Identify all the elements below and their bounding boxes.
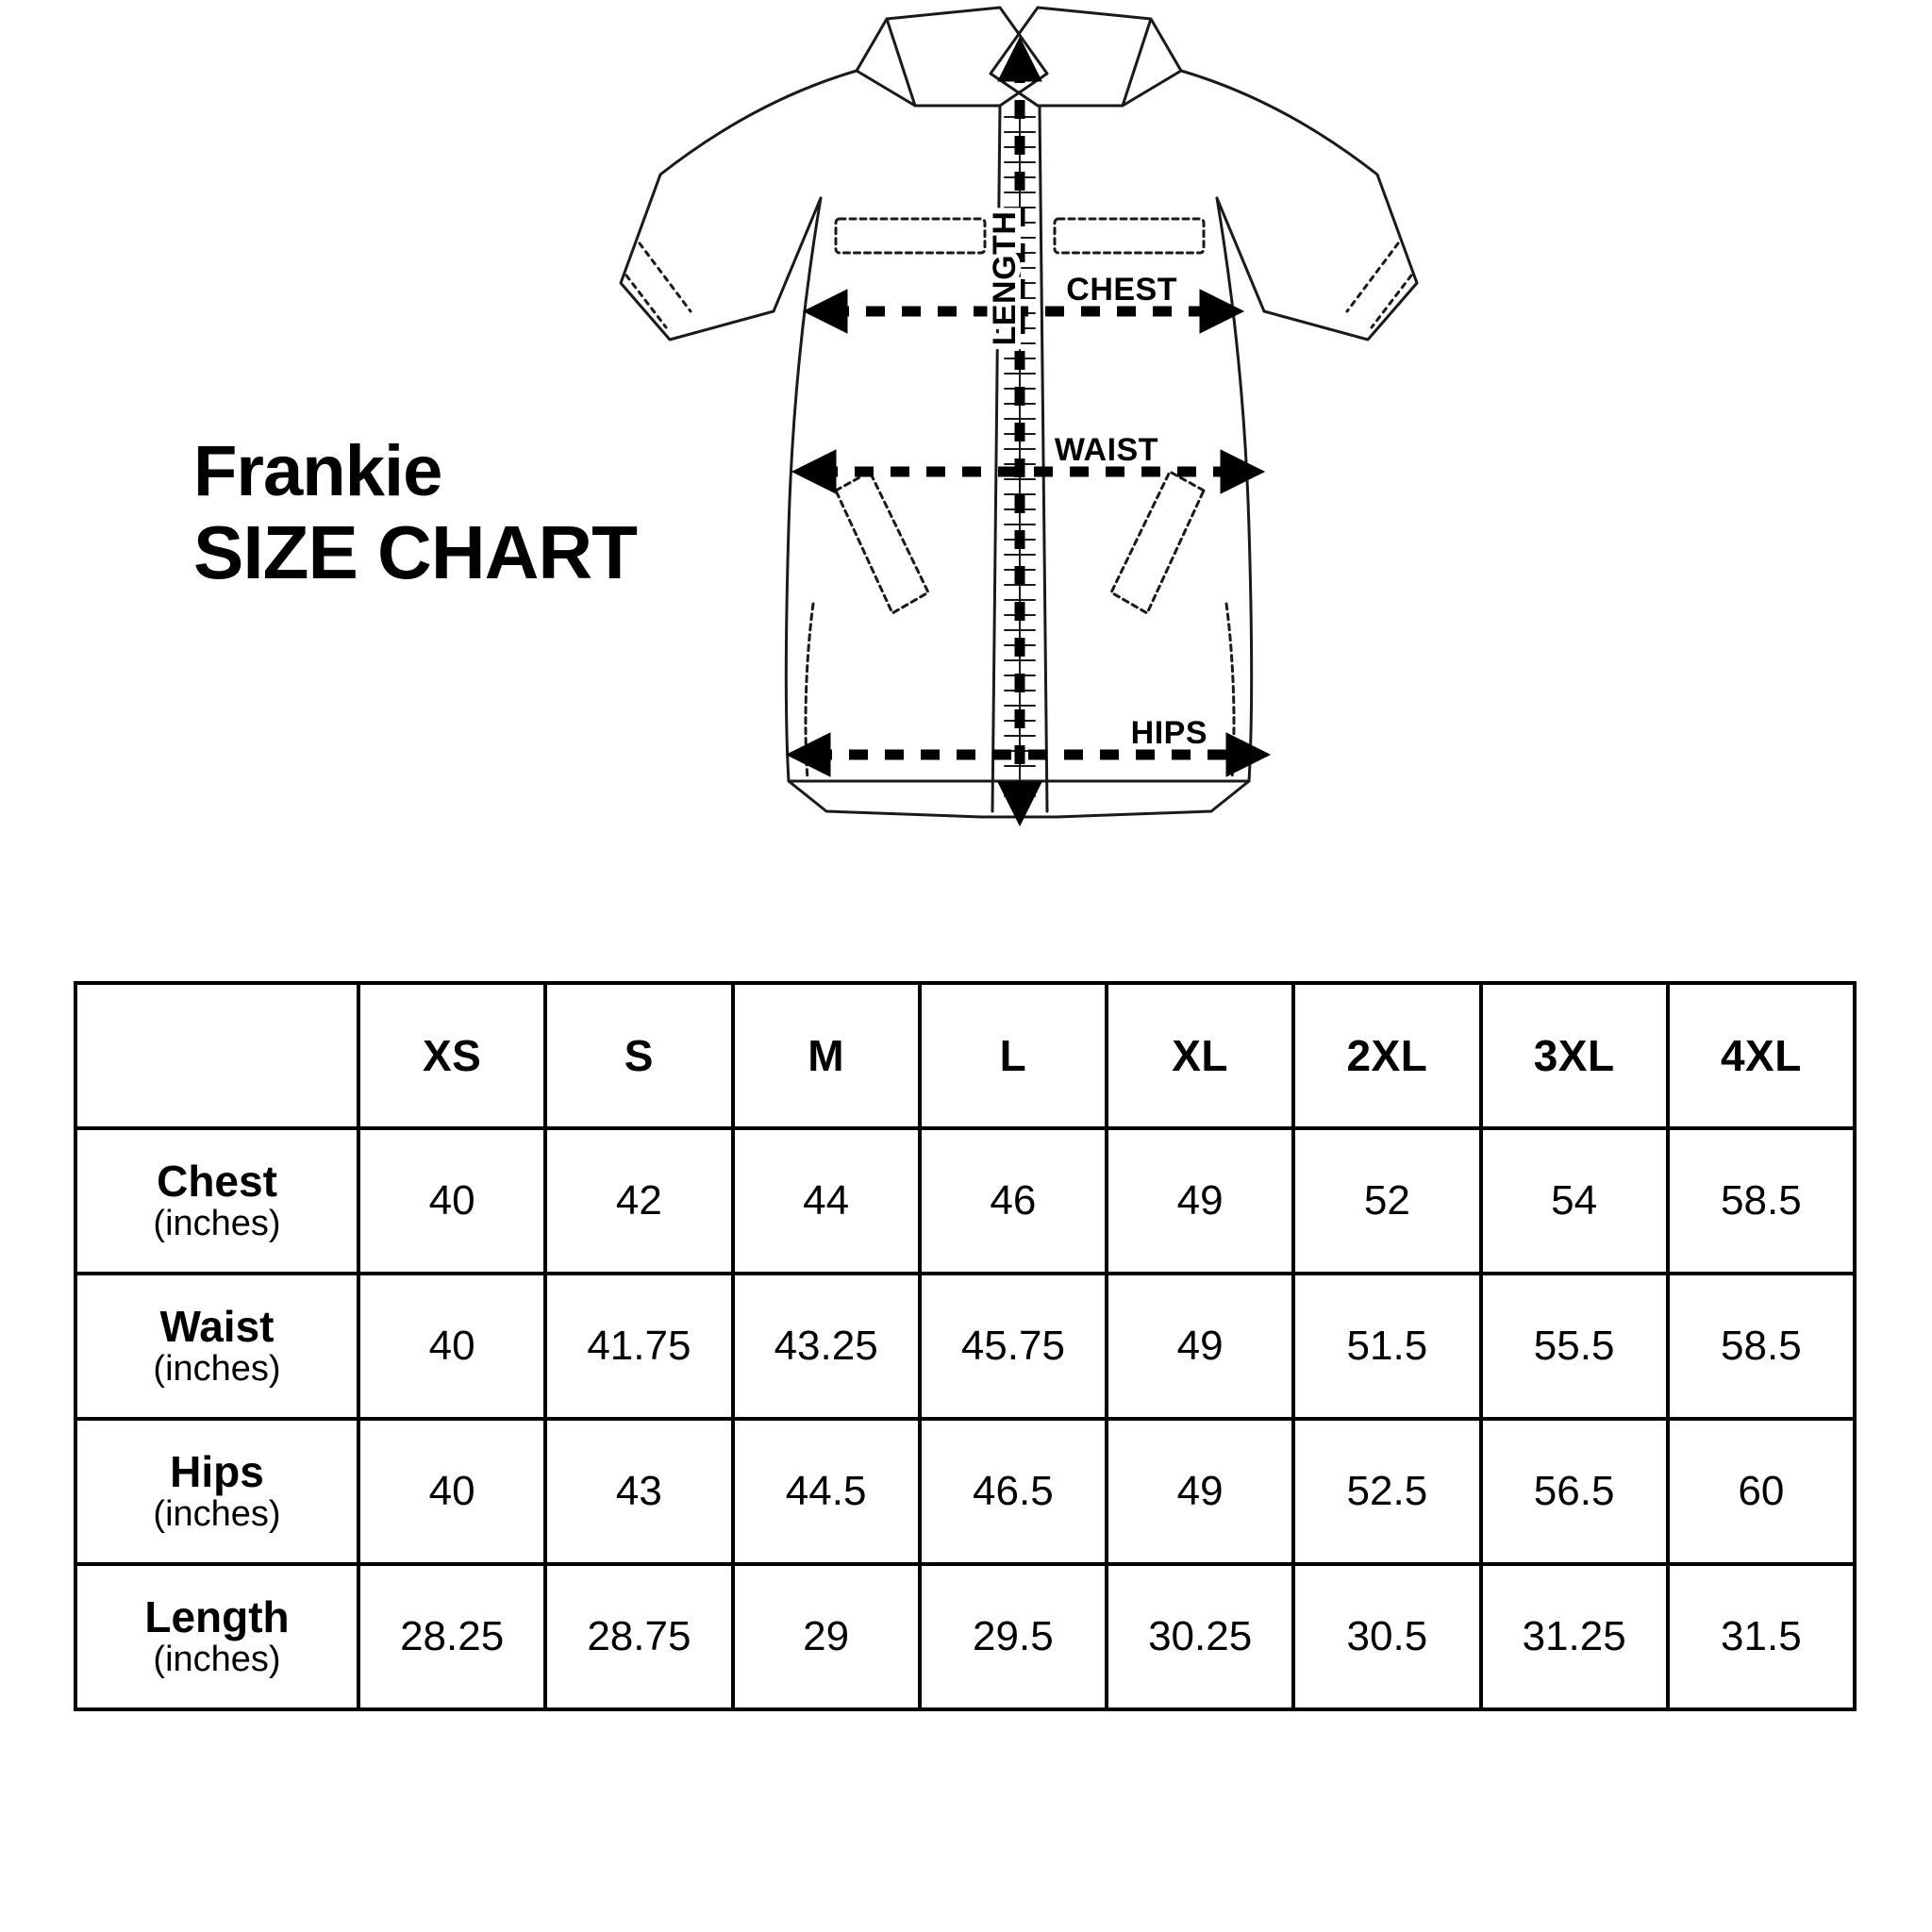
lower-pocket-right-icon bbox=[1111, 472, 1204, 613]
waist-label: WAIST bbox=[1054, 432, 1158, 468]
size-header-3xl: 3XL bbox=[1481, 983, 1668, 1128]
cell-waist-s: 41.75 bbox=[545, 1274, 732, 1419]
cell-waist-l: 45.75 bbox=[920, 1274, 1107, 1419]
cell-waist-2xl: 51.5 bbox=[1293, 1274, 1480, 1419]
body-left-icon bbox=[786, 198, 1019, 817]
row-header-chest bbox=[75, 1128, 358, 1274]
cell-chest-3xl: 54 bbox=[1481, 1128, 1668, 1274]
cell-length-m: 29 bbox=[733, 1564, 920, 1709]
cell-chest-l: 46 bbox=[920, 1128, 1107, 1274]
table-row bbox=[75, 1274, 1855, 1419]
cell-hips-l: 46.5 bbox=[920, 1419, 1107, 1564]
cell-hips-m: 44.5 bbox=[733, 1419, 920, 1564]
cell-length-xl: 30.25 bbox=[1107, 1564, 1293, 1709]
hips-label: HIPS bbox=[1130, 715, 1208, 751]
brand-name: Frankie bbox=[193, 431, 442, 511]
cell-waist-4xl: 58.5 bbox=[1668, 1274, 1855, 1419]
row-header-chest-label: Chest bbox=[157, 1156, 277, 1206]
cell-chest-4xl: 58.5 bbox=[1668, 1128, 1855, 1274]
cell-chest-s: 42 bbox=[545, 1128, 732, 1274]
row-header-hips-unit: (inches) bbox=[153, 1494, 281, 1535]
row-header-hips bbox=[75, 1419, 358, 1564]
cell-chest-xs: 40 bbox=[358, 1128, 545, 1274]
cell-chest-xl: 49 bbox=[1107, 1128, 1293, 1274]
cell-waist-3xl: 55.5 bbox=[1481, 1274, 1668, 1419]
row-header-chest-unit: (inches) bbox=[153, 1204, 281, 1244]
lower-pocket-left-icon bbox=[836, 472, 928, 613]
cell-waist-xs: 40 bbox=[358, 1274, 545, 1419]
cell-hips-3xl: 56.5 bbox=[1481, 1419, 1668, 1564]
size-header-s: S bbox=[545, 983, 732, 1128]
row-header-length-label: Length bbox=[144, 1591, 290, 1641]
size-header-2xl: 2XL bbox=[1293, 983, 1480, 1128]
cell-chest-2xl: 52 bbox=[1293, 1128, 1480, 1274]
chest-pocket-right-icon bbox=[1055, 219, 1204, 253]
length-label: LENGTH bbox=[987, 210, 1023, 346]
size-header-l: L bbox=[920, 983, 1107, 1128]
cell-hips-xl: 49 bbox=[1107, 1419, 1293, 1564]
cell-length-4xl: 31.5 bbox=[1668, 1564, 1855, 1709]
cell-length-2xl: 30.5 bbox=[1293, 1564, 1480, 1709]
sleeve-left-icon bbox=[621, 71, 857, 340]
table-row bbox=[75, 1128, 1855, 1274]
chest-pocket-left-icon bbox=[836, 219, 985, 253]
cell-chest-m: 44 bbox=[733, 1128, 920, 1274]
cell-length-l: 29.5 bbox=[920, 1564, 1107, 1709]
garment-illustration bbox=[604, 0, 1717, 962]
row-header-length bbox=[75, 1564, 358, 1709]
cell-hips-s: 43 bbox=[545, 1419, 732, 1564]
cell-length-3xl: 31.25 bbox=[1481, 1564, 1668, 1709]
size-chart-table bbox=[74, 981, 1857, 1711]
waist-measure-arrow bbox=[792, 450, 1264, 493]
size-header-xs: XS bbox=[358, 983, 545, 1128]
size-header-4xl: 4XL bbox=[1668, 983, 1855, 1128]
row-header-waist bbox=[75, 1274, 358, 1419]
cell-waist-xl: 49 bbox=[1107, 1274, 1293, 1419]
cell-hips-4xl: 60 bbox=[1668, 1419, 1855, 1564]
row-header-waist-unit: (inches) bbox=[153, 1349, 281, 1390]
table-row bbox=[75, 1419, 1855, 1564]
cell-hips-xs: 40 bbox=[358, 1419, 545, 1564]
size-header-xl: XL bbox=[1107, 983, 1293, 1128]
table-header-row bbox=[75, 983, 1855, 1128]
chest-label: CHEST bbox=[1066, 272, 1177, 308]
table-row bbox=[75, 1564, 1855, 1709]
chart-heading: SIZE CHART bbox=[193, 509, 637, 594]
cell-hips-2xl: 52.5 bbox=[1293, 1419, 1480, 1564]
row-header-waist-label: Waist bbox=[159, 1301, 275, 1351]
cell-waist-m: 43.25 bbox=[733, 1274, 920, 1419]
size-header-m: M bbox=[733, 983, 920, 1128]
cell-length-s: 28.75 bbox=[545, 1564, 732, 1709]
row-header-length-unit: (inches) bbox=[153, 1640, 281, 1680]
table-corner-cell bbox=[75, 983, 358, 1128]
row-header-hips-label: Hips bbox=[170, 1446, 264, 1496]
cell-length-xs: 28.25 bbox=[358, 1564, 545, 1709]
